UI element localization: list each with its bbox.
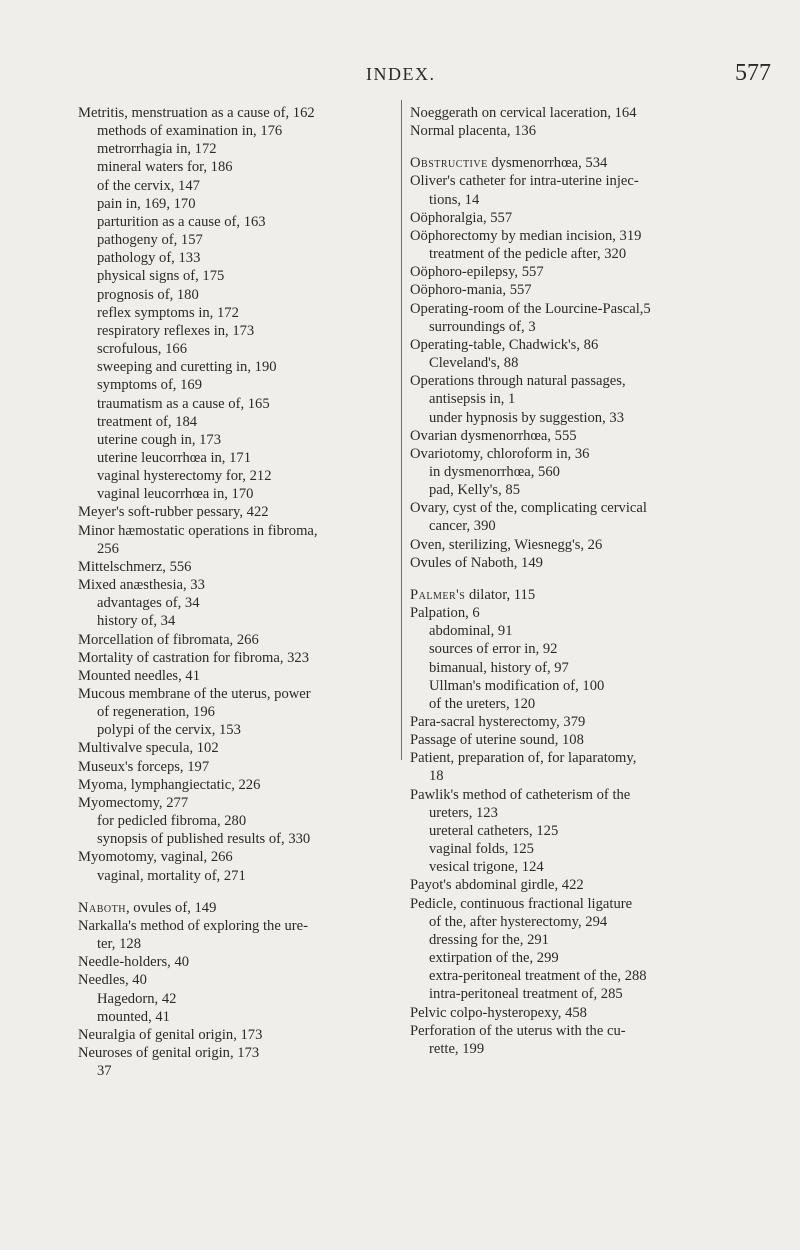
index-entry: Passage of uterine sound, 108 (410, 732, 584, 749)
index-entry: Ovarian dysmenorrhœa, 555 (410, 427, 577, 444)
index-subentry: ureters, 123 (429, 804, 498, 821)
index-entry: Museux's forceps, 197 (78, 758, 210, 775)
index-subentry: dressing for the, 291 (429, 931, 549, 948)
index-subentry: physical signs of, 175 (97, 268, 225, 285)
index-subentry: extra-peritoneal treatment of the, 288 (429, 968, 647, 985)
index-subentry: Ullman's modification of, 100 (429, 677, 605, 694)
index-entry: Ovariotomy, chloroform in, 36 (410, 445, 590, 462)
index-subentry: vaginal leucorrhœa in, 170 (97, 486, 254, 503)
index-subentry: uterine leucorrhœa in, 171 (97, 449, 251, 466)
index-entry: Myomotomy, vaginal, 266 (78, 849, 233, 866)
index-entry: Neuralgia of genital origin, 173 (78, 1026, 263, 1043)
index-entry: Minor hæmostatic operations in fibroma, (78, 522, 318, 539)
index-subentry: methods of examination in, 176 (97, 123, 283, 140)
index-subentry: ter, 128 (97, 936, 141, 953)
index-subentry: bimanual, history of, 97 (429, 659, 569, 676)
index-subentry: cancer, 390 (429, 518, 496, 535)
index-entry: Metritis, menstruation as a cause of, 162 (78, 105, 315, 121)
index-subentry: scrofulous, 166 (97, 341, 187, 358)
index-subentry: polypi of the cervix, 153 (97, 722, 241, 739)
index-subentry: pain in, 169, 170 (97, 195, 196, 212)
index-subentry: vaginal hysterectomy for, 212 (97, 468, 272, 485)
index-subentry: mounted, 41 (97, 1008, 170, 1025)
index-subentry: advantages of, 34 (97, 595, 200, 612)
index-entry: Palpation, 6 (410, 605, 480, 622)
index-subentry: abdominal, 91 (429, 623, 513, 640)
index-entry: Noeggerath on cervical laceration, 164 (410, 105, 637, 121)
index-entry: Needles, 40 (78, 972, 147, 989)
index-entry: Para-sacral hysterectomy, 379 (410, 714, 586, 730)
index-entry: Pawlik's method of catheterism of the (410, 786, 631, 803)
index-entry: Operations through natural passages, (410, 373, 626, 390)
index-subentry: vaginal, mortality of, 271 (97, 867, 246, 884)
right-index-column (410, 104, 746, 1058)
column-divider (401, 100, 402, 760)
index-subentry: uterine cough in, 173 (97, 431, 222, 448)
index-entry: Operating-room of the Lourcine-Pascal,5 (410, 300, 651, 317)
index-subentry: sweeping and curetting in, 190 (97, 359, 277, 376)
index-entry: Mucous membrane of the uterus, power (78, 686, 311, 702)
index-entry: Mixed anæsthesia, 33 (78, 577, 205, 594)
index-subentry: pathology of, 133 (97, 250, 201, 267)
index-subentry: Cleveland's, 88 (429, 355, 519, 372)
index-subentry: extirpation of the, 299 (429, 950, 559, 967)
index-entry: Meyer's soft-rubber pessary, 422 (78, 504, 269, 521)
index-subentry: respiratory reflexes in, 173 (97, 322, 255, 339)
index-subentry: of regeneration, 196 (97, 704, 215, 721)
index-subentry: Hagedorn, 42 (97, 990, 177, 1007)
index-entry: Pelvic colpo-hysteropexy, 458 (410, 1004, 587, 1021)
running-head (0, 60, 800, 94)
index-subentry: parturition as a cause of, 163 (97, 213, 266, 230)
index-entry: Payot's abdominal girdle, 422 (410, 877, 584, 894)
index-entry: Mittelschmerz, 556 (78, 558, 192, 575)
index-entry: Oöphoralgia, 557 (410, 209, 513, 226)
index-subentry: history of, 34 (97, 613, 176, 630)
index-entry: Narkalla's method of exploring the ure- (78, 917, 308, 934)
index-subentry: surroundings of, 3 (429, 318, 536, 335)
index-subentry: pad, Kelly's, 85 (429, 482, 520, 499)
index-entry: Ovary, cyst of the, complicating cervical (410, 500, 647, 517)
index-subentry: for pedicled fibroma, 280 (97, 813, 247, 830)
index-subentry: in dysmenorrhœa, 560 (429, 463, 560, 480)
page-number: 577 (735, 60, 771, 86)
index-subentry: synopsis of published results of, 330 (97, 831, 311, 848)
index-subentry: 18 (429, 768, 444, 785)
index-subentry: mineral waters for, 186 (97, 159, 233, 176)
index-entry: Neuroses of genital origin, 173 (78, 1044, 260, 1061)
index-entry: Obstructive dysmenorrhœa, 534 (410, 155, 608, 172)
index-entry: Multivalve specula, 102 (78, 740, 219, 757)
index-subentry: of the, after hysterectomy, 294 (429, 913, 608, 930)
index-subentry: metrorrhagia in, 172 (97, 141, 217, 158)
index-entry: Morcellation of fibromata, 266 (78, 631, 259, 648)
index-entry: Mortality of castration for fibroma, 323 (78, 649, 310, 666)
index-subentry: ureteral catheters, 125 (429, 822, 559, 839)
index-subentry: sources of error in, 92 (429, 641, 558, 658)
index-entry: Palmer's dilator, 115 (410, 586, 536, 603)
index-entry: Perforation of the uterus with the cu- (410, 1022, 626, 1039)
index-entry: Needle-holders, 40 (78, 954, 190, 971)
running-title: INDEX. (366, 64, 436, 84)
index-subentry: rette, 199 (429, 1040, 485, 1057)
index-subentry: 256 (97, 540, 119, 557)
index-entry: Oliver's catheter for intra-uterine injec- (410, 173, 639, 190)
index-subentry: tions, 14 (429, 191, 480, 208)
index-subentry: pathogeny of, 157 (97, 232, 203, 249)
index-entry: Patient, preparation of, for laparatomy, (410, 750, 637, 767)
index-entry: Normal placenta, 136 (410, 123, 537, 140)
index-subentry: antisepsis in, 1 (429, 391, 516, 408)
index-subentry: 37 (97, 1063, 112, 1080)
index-entry: Ovules of Naboth, 149 (410, 554, 543, 571)
index-subentry: treatment of, 184 (97, 413, 198, 430)
left-index-column (78, 104, 396, 1080)
index-entry: Myoma, lymphangiectatic, 226 (78, 776, 261, 793)
index-subentry: symptoms of, 169 (97, 377, 202, 394)
index-subentry: intra-peritoneal treatment of, 285 (429, 986, 623, 1003)
index-entry: Oöphoro-epilepsy, 557 (410, 264, 544, 281)
index-subentry: prognosis of, 180 (97, 286, 199, 303)
index-subentry: traumatism as a cause of, 165 (97, 395, 270, 412)
index-subentry: of the cervix, 147 (97, 177, 200, 194)
index-entry: Myomectomy, 277 (78, 794, 189, 811)
index-subentry: vesical trigone, 124 (429, 859, 544, 876)
index-entry: Pedicle, continuous fractional ligature (410, 895, 633, 912)
index-entry: Mounted needles, 41 (78, 667, 200, 684)
index-subentry: reflex symptoms in, 172 (97, 304, 239, 321)
index-entry: Operating-table, Chadwick's, 86 (410, 336, 599, 353)
index-entry: Naboth, ovules of, 149 (78, 899, 217, 916)
index-entry: Oöphorectomy by median incision, 319 (410, 227, 642, 244)
index-entry: Oven, sterilizing, Wiesnegg's, 26 (410, 536, 603, 553)
index-subentry: of the ureters, 120 (429, 695, 536, 712)
index-subentry: treatment of the pedicle after, 320 (429, 246, 627, 263)
index-subentry: vaginal folds, 125 (429, 841, 534, 858)
index-entry: Oöphoro-mania, 557 (410, 282, 532, 299)
index-subentry: under hypnosis by suggestion, 33 (429, 409, 624, 426)
